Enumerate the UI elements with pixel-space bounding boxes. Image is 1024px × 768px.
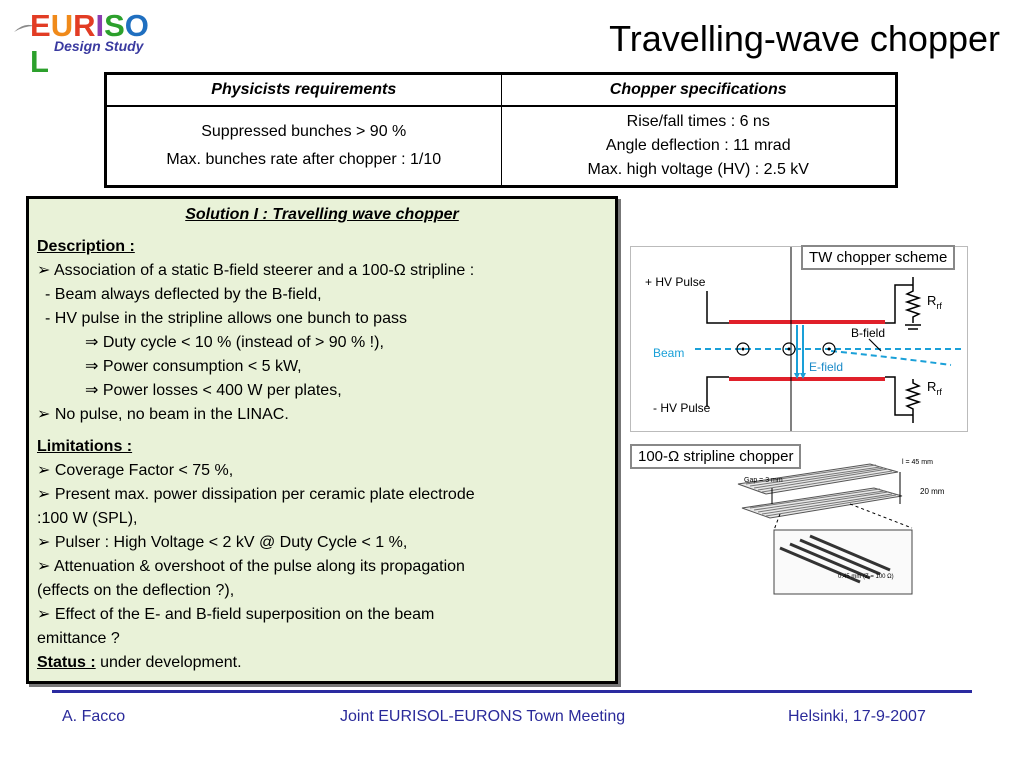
table-header-row bbox=[106, 74, 897, 107]
header-chopper-specifications: Chopper specifications bbox=[501, 74, 897, 107]
gap-label: Gap = 3 mm bbox=[744, 477, 783, 484]
requirement-item: Suppressed bunches > 90 % bbox=[201, 123, 407, 140]
requirements-table bbox=[104, 72, 898, 188]
description-label: Description : bbox=[37, 238, 135, 255]
description-item: ⇒ Duty cycle < 10 % (instead of > 90 % !), bbox=[85, 334, 384, 351]
requirements-cell bbox=[106, 106, 502, 187]
tw-scheme-caption: TW chopper scheme bbox=[801, 245, 955, 270]
length-label: l = 45 mm bbox=[902, 459, 933, 466]
width-label: 20 mm bbox=[920, 487, 945, 496]
detail-label: 0.45 mm (Z = 100 Ω) bbox=[838, 574, 894, 580]
header-physicists-requirements: Physicists requirements bbox=[106, 74, 502, 107]
implies-icon: ⇒ bbox=[85, 382, 103, 399]
lower-stripline-plate bbox=[729, 377, 885, 381]
requirement-item: Max. bunches rate after chopper : 1/10 bbox=[166, 151, 442, 168]
arrow-bullet-icon: ➢ bbox=[37, 486, 55, 503]
limitation-item: ➢ Present max. power dissipation per ceramic plate electrode bbox=[37, 486, 475, 503]
bfield-label: B-field bbox=[851, 326, 886, 340]
solution-panel bbox=[26, 196, 618, 684]
implies-icon: ⇒ bbox=[85, 358, 103, 375]
eurisol-logo bbox=[14, 8, 164, 79]
bfield-marker-icon bbox=[823, 343, 835, 355]
status-line bbox=[37, 651, 607, 675]
solution-heading: Solution I : Travelling wave chopper bbox=[185, 206, 459, 223]
arrow-bullet-icon: ➢ bbox=[37, 558, 54, 575]
bfield-marker-icon bbox=[783, 343, 795, 355]
minus-hv-label: - HV Pulse bbox=[653, 401, 711, 415]
description-item: ⇒ Power losses < 400 W per plates, bbox=[85, 382, 342, 399]
status-value: under development. bbox=[100, 654, 242, 671]
limitation-item: ➢ Attenuation & overshoot of the pulse along its propagation bbox=[37, 558, 465, 575]
limitation-item: ➢ Pulser : High Voltage < 2 kV @ Duty Cycle < 1 %, bbox=[37, 534, 408, 551]
logo-subtitle: Design Study bbox=[54, 38, 144, 54]
arrow-bullet-icon: ➢ bbox=[37, 462, 55, 479]
footer-event: Joint EURISOL-EURONS Town Meeting bbox=[340, 708, 626, 725]
arrow-bullet-icon: ➢ bbox=[37, 262, 54, 279]
limitation-item: ➢ Coverage Factor < 75 %, bbox=[37, 462, 234, 479]
rrf-bottom-label: $R_{rf}$ bbox=[927, 379, 942, 397]
tw-chopper-scheme-diagram bbox=[630, 246, 968, 432]
stripline-chopper-diagram bbox=[630, 444, 968, 600]
description-item: ➢ No pulse, no beam in the LINAC. bbox=[37, 406, 289, 423]
specifications-cell bbox=[501, 106, 897, 187]
limitation-item: ➢ Effect of the E- and B-field superposition on the beam bbox=[37, 606, 435, 623]
limitations-label: Limitations : bbox=[37, 438, 133, 455]
implies-icon: ⇒ bbox=[85, 334, 103, 351]
beam-label: Beam bbox=[653, 346, 685, 360]
limitation-item: emittance ? bbox=[37, 630, 120, 647]
efield-label: E-field bbox=[809, 360, 844, 374]
specification-item: Angle deflection : 11 mrad bbox=[605, 137, 791, 154]
arrow-bullet-icon: ➢ bbox=[37, 606, 55, 623]
upper-stripline-plate bbox=[729, 320, 885, 324]
description-item: ➢ Association of a static B-field steerer and a 100-Ω stripline : bbox=[37, 262, 475, 279]
description-item: - Beam always deflected by the B-field, bbox=[45, 286, 322, 303]
description-item: ⇒ Power consumption < 5 kW, bbox=[85, 358, 302, 375]
specification-item: Max. high voltage (HV) : 2.5 kV bbox=[587, 161, 809, 178]
rrf-top-label: $R_{rf}$ bbox=[927, 293, 942, 311]
table-row bbox=[106, 106, 897, 187]
footer-date: Helsinki, 17-9-2007 bbox=[788, 708, 926, 725]
status-label: Status : bbox=[37, 654, 96, 671]
tw-chopper-scheme-svg bbox=[631, 247, 967, 431]
arrow-bullet-icon: ➢ bbox=[37, 406, 55, 423]
footer-author: A. Facco bbox=[62, 708, 126, 725]
slide-title: Travelling-wave chopper bbox=[609, 18, 1000, 59]
description-item: - HV pulse in the stripline allows one bunch to pass bbox=[45, 310, 407, 327]
arrow-bullet-icon: ➢ bbox=[37, 534, 55, 551]
footer-divider bbox=[52, 690, 972, 693]
specification-item: Rise/fall times : 6 ns bbox=[626, 113, 770, 130]
plus-hv-label: + HV Pulse bbox=[645, 275, 706, 289]
logo-word: EURISOL bbox=[30, 8, 149, 79]
stripline-caption: 100-Ω stripline chopper bbox=[630, 444, 801, 469]
limitation-item: (effects on the deflection ?), bbox=[37, 582, 235, 599]
limitation-item: :100 W (SPL), bbox=[37, 510, 138, 527]
